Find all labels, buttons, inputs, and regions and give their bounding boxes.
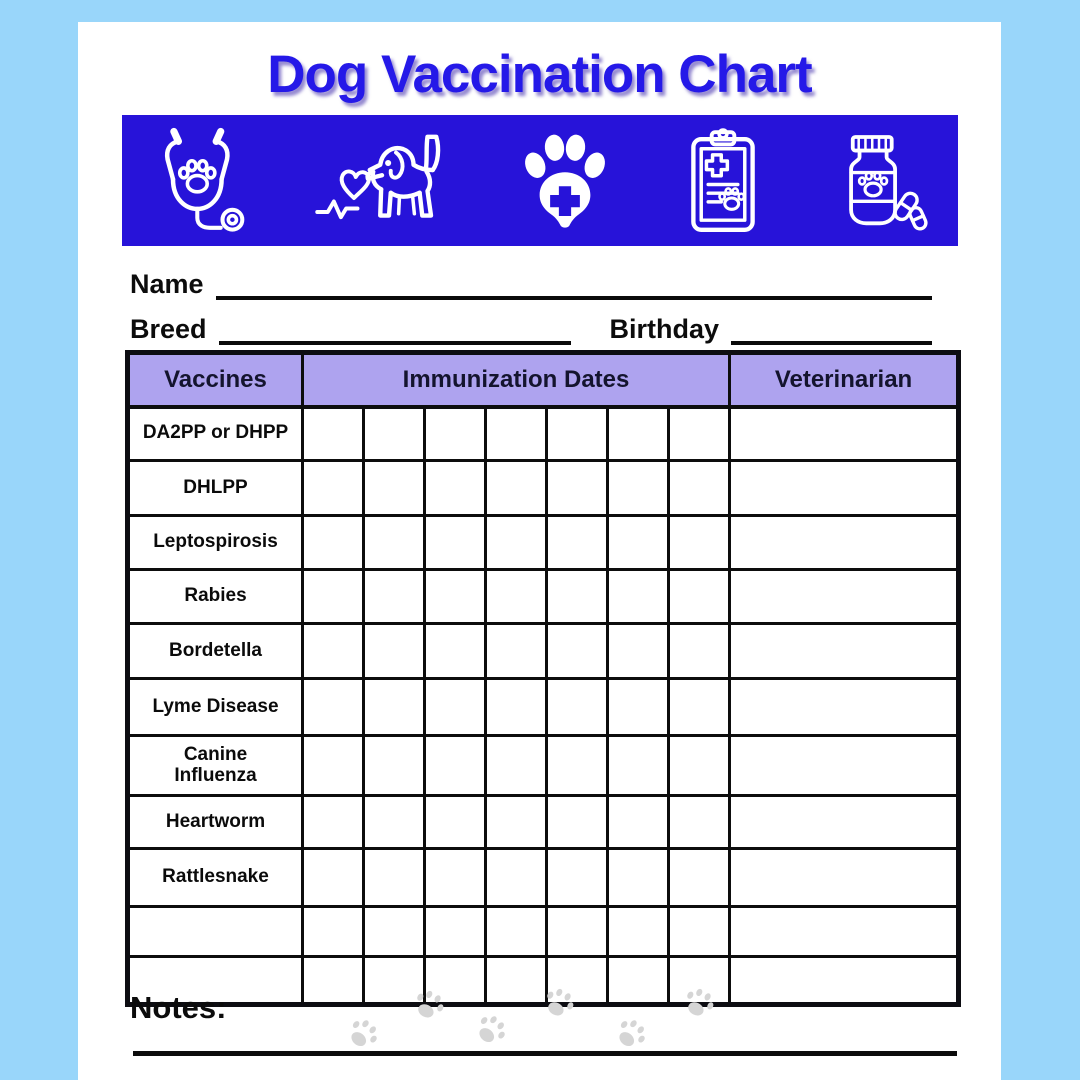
table-row xyxy=(128,624,959,679)
date-cell[interactable] xyxy=(669,407,730,461)
veterinarian-cell[interactable] xyxy=(730,849,959,907)
date-cell[interactable] xyxy=(608,736,669,796)
dog-heartbeat-icon xyxy=(312,128,452,233)
veterinarian-cell[interactable] xyxy=(730,679,959,736)
breed-label: Breed xyxy=(130,314,207,344)
date-cell[interactable] xyxy=(547,624,608,679)
date-cell[interactable] xyxy=(303,516,364,570)
veterinarian-cell[interactable] xyxy=(730,907,959,957)
table-row xyxy=(128,849,959,907)
date-cell[interactable] xyxy=(303,461,364,516)
veterinarian-cell[interactable] xyxy=(730,570,959,624)
date-cell[interactable] xyxy=(425,679,486,736)
date-cell[interactable] xyxy=(486,907,547,957)
date-cell[interactable] xyxy=(303,907,364,957)
date-cell[interactable] xyxy=(486,849,547,907)
icon-banner xyxy=(122,115,958,246)
date-cell[interactable] xyxy=(303,624,364,679)
date-cell[interactable] xyxy=(364,907,425,957)
table-row xyxy=(128,736,959,796)
notes-label: Notes: xyxy=(130,990,227,1025)
date-cell[interactable] xyxy=(608,407,669,461)
date-cell[interactable] xyxy=(364,624,425,679)
table-row xyxy=(128,516,959,570)
paw-print-decoration-icon xyxy=(467,1006,515,1054)
vaccination-table xyxy=(125,350,961,1007)
notes-input-line[interactable] xyxy=(133,1051,957,1056)
date-cell[interactable] xyxy=(425,796,486,849)
veterinarian-cell[interactable] xyxy=(730,736,959,796)
date-cell[interactable] xyxy=(364,570,425,624)
date-cell[interactable] xyxy=(486,461,547,516)
veterinarian-cell[interactable] xyxy=(730,516,959,570)
date-cell[interactable] xyxy=(303,796,364,849)
date-cell[interactable] xyxy=(669,516,730,570)
page-title: Dog Vaccination Chart xyxy=(267,45,812,104)
vaccine-name-cell xyxy=(128,907,303,957)
date-cell[interactable] xyxy=(303,957,364,1005)
paw-cross-icon xyxy=(509,128,621,234)
date-cell[interactable] xyxy=(547,849,608,907)
date-cell[interactable] xyxy=(425,570,486,624)
breed-input-line[interactable] xyxy=(219,315,571,345)
date-cell[interactable] xyxy=(425,516,486,570)
date-cell[interactable] xyxy=(364,849,425,907)
date-cell[interactable] xyxy=(608,907,669,957)
date-cell[interactable] xyxy=(486,796,547,849)
date-cell[interactable] xyxy=(547,516,608,570)
date-cell[interactable] xyxy=(364,679,425,736)
date-cell[interactable] xyxy=(547,796,608,849)
date-cell[interactable] xyxy=(303,849,364,907)
table-header-row xyxy=(128,353,959,407)
clipboard-paw-icon xyxy=(679,127,767,235)
date-cell[interactable] xyxy=(669,624,730,679)
date-cell[interactable] xyxy=(669,679,730,736)
veterinarian-column-header: Veterinarian xyxy=(730,353,959,407)
date-cell[interactable] xyxy=(486,624,547,679)
immunization-dates-column-header: Immunization Dates xyxy=(303,353,730,407)
date-cell[interactable] xyxy=(364,516,425,570)
date-cell[interactable] xyxy=(669,796,730,849)
date-cell[interactable] xyxy=(364,461,425,516)
table-row xyxy=(128,907,959,957)
medicine-bottle-icon xyxy=(824,130,934,232)
date-cell[interactable] xyxy=(547,407,608,461)
vaccine-name-cell: Leptospirosis xyxy=(128,516,303,570)
date-cell[interactable] xyxy=(486,516,547,570)
date-cell[interactable] xyxy=(669,849,730,907)
date-cell[interactable] xyxy=(547,736,608,796)
breed-birthday-row xyxy=(130,305,932,345)
date-cell[interactable] xyxy=(486,570,547,624)
date-cell[interactable] xyxy=(608,624,669,679)
table-row xyxy=(128,796,959,849)
date-cell[interactable] xyxy=(547,570,608,624)
table-row xyxy=(128,570,959,624)
name-input-line[interactable] xyxy=(216,270,932,300)
date-cell[interactable] xyxy=(303,570,364,624)
date-cell[interactable] xyxy=(486,407,547,461)
veterinarian-cell[interactable] xyxy=(730,957,959,1005)
date-cell[interactable] xyxy=(608,461,669,516)
date-cell[interactable] xyxy=(425,624,486,679)
date-cell[interactable] xyxy=(486,957,547,1005)
date-cell[interactable] xyxy=(608,796,669,849)
date-cell[interactable] xyxy=(364,736,425,796)
date-cell[interactable] xyxy=(608,570,669,624)
vaccine-name-cell: Heartworm xyxy=(128,796,303,849)
date-cell[interactable] xyxy=(669,570,730,624)
date-cell[interactable] xyxy=(547,679,608,736)
date-cell[interactable] xyxy=(608,957,669,1005)
vaccine-name-cell: Rattlesnake xyxy=(128,849,303,907)
date-cell[interactable] xyxy=(425,461,486,516)
vaccine-name-cell: DHLPP xyxy=(128,461,303,516)
owner-fields xyxy=(130,260,932,345)
date-cell[interactable] xyxy=(608,679,669,736)
date-cell[interactable] xyxy=(608,849,669,907)
vaccines-column-header: Vaccines xyxy=(128,353,303,407)
date-cell[interactable] xyxy=(486,736,547,796)
date-cell[interactable] xyxy=(303,679,364,736)
birthday-label: Birthday xyxy=(609,314,720,344)
birthday-input-line[interactable] xyxy=(731,315,932,345)
date-cell[interactable] xyxy=(425,849,486,907)
veterinarian-cell[interactable] xyxy=(730,796,959,849)
veterinarian-cell[interactable] xyxy=(730,407,959,461)
date-cell[interactable] xyxy=(486,679,547,736)
table-row xyxy=(128,679,959,736)
date-cell[interactable] xyxy=(303,736,364,796)
name-label: Name xyxy=(130,269,204,299)
date-cell[interactable] xyxy=(669,907,730,957)
vaccine-name-cell: Rabies xyxy=(128,570,303,624)
date-cell[interactable] xyxy=(364,796,425,849)
table-row xyxy=(128,461,959,516)
printable-page xyxy=(78,22,1001,1080)
date-cell[interactable] xyxy=(547,461,608,516)
stethoscope-paw-icon xyxy=(146,127,254,235)
name-field-row xyxy=(130,260,932,300)
date-cell[interactable] xyxy=(547,907,608,957)
vaccine-name-cell: Bordetella xyxy=(128,624,303,679)
vaccine-name-cell: Lyme Disease xyxy=(128,679,303,736)
date-cell[interactable] xyxy=(303,407,364,461)
date-cell[interactable] xyxy=(669,461,730,516)
vaccine-name-cell: Canine Influenza xyxy=(128,736,303,796)
date-cell[interactable] xyxy=(669,736,730,796)
vaccine-name-cell: DA2PP or DHPP xyxy=(128,407,303,461)
date-cell[interactable] xyxy=(608,516,669,570)
date-cell[interactable] xyxy=(364,407,425,461)
veterinarian-cell[interactable] xyxy=(730,461,959,516)
veterinarian-cell[interactable] xyxy=(730,624,959,679)
date-cell[interactable] xyxy=(425,907,486,957)
table-row xyxy=(128,407,959,461)
date-cell[interactable] xyxy=(425,407,486,461)
date-cell[interactable] xyxy=(425,736,486,796)
